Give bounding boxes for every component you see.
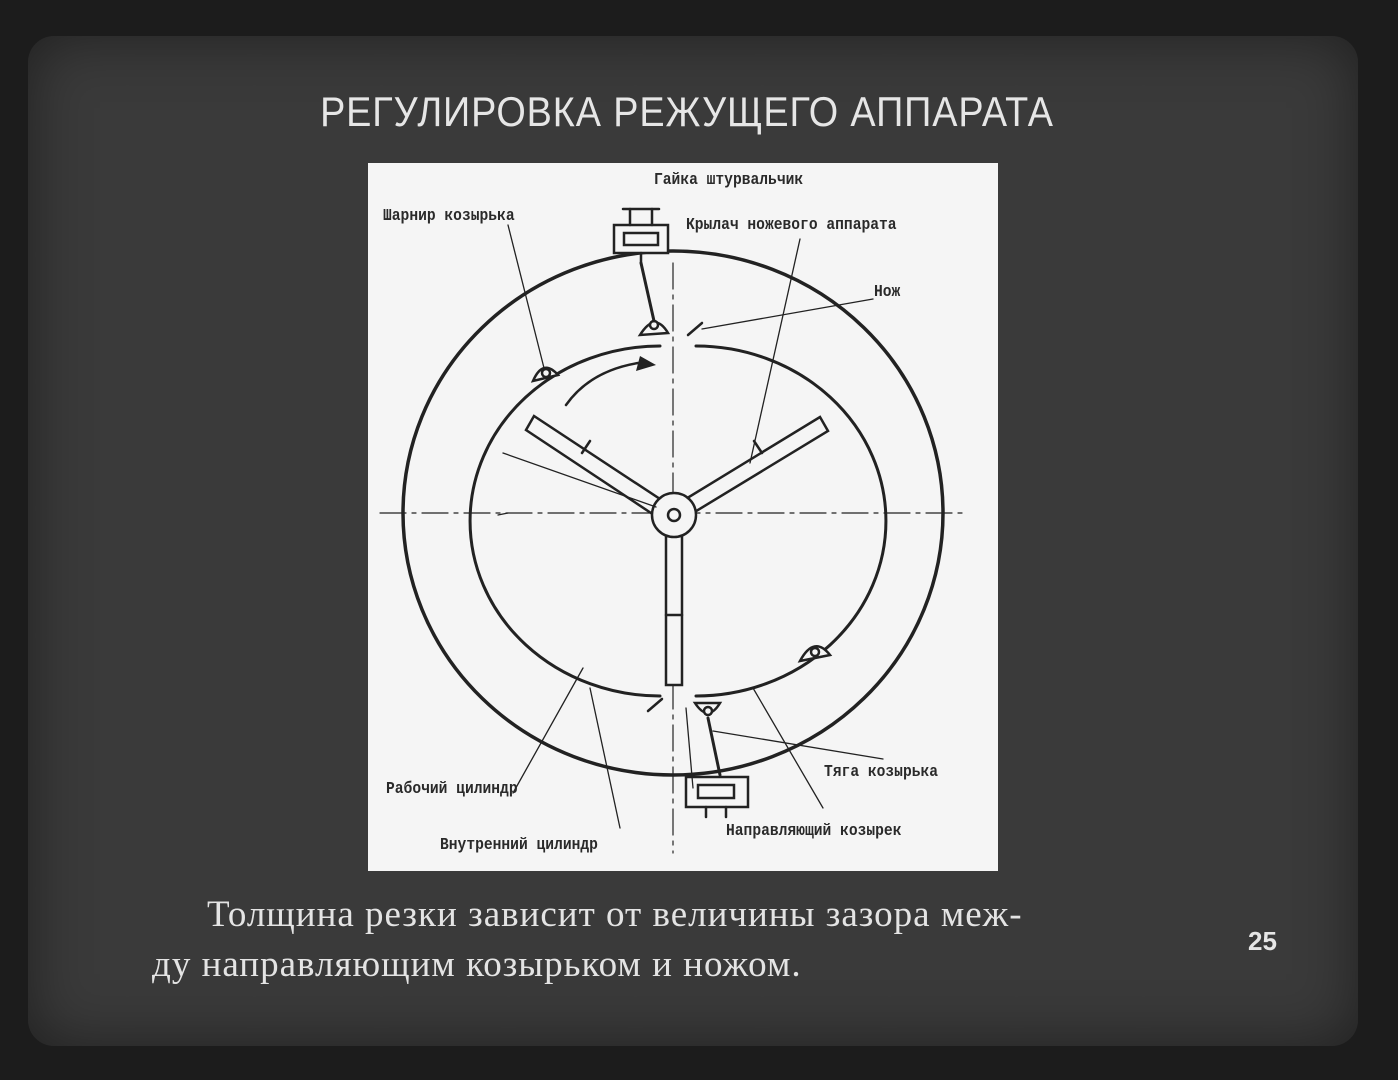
label-working-cylinder: Рабочий цилиндр bbox=[386, 780, 518, 799]
rod-bottom bbox=[708, 718, 720, 775]
caption-line-1: Толщина резки зависит от величины зазора меж- bbox=[207, 894, 1023, 935]
knife-bottom bbox=[648, 699, 662, 711]
impeller-blade-left bbox=[526, 416, 663, 515]
cutting-apparatus-diagram bbox=[368, 163, 998, 871]
slide-title: РЕГУЛИРОВКА РЕЖУЩЕГО АППАРАТА bbox=[320, 88, 1054, 135]
caption-line-2: ду направляющим козырьком и ножом. bbox=[152, 944, 802, 985]
label-inner-cylinder: Внутренний цилиндр bbox=[440, 836, 598, 855]
label-impeller: Крылач ножевого аппарата bbox=[686, 216, 897, 235]
label-hinge: Шарнир козырька bbox=[383, 207, 515, 226]
label-nut: Гайка штурвальчик bbox=[654, 171, 804, 190]
impeller-blade-down bbox=[666, 525, 682, 685]
label-knife: Нож bbox=[874, 283, 901, 302]
rotation-arrow bbox=[566, 363, 638, 405]
impeller-axle bbox=[668, 509, 680, 521]
label-rod: Тяга козырька bbox=[824, 763, 939, 782]
inner-cylinder-outline-left bbox=[470, 346, 660, 696]
impeller-blade-right bbox=[684, 417, 828, 513]
knife-top bbox=[688, 323, 702, 335]
inner-cylinder-outline-right bbox=[696, 346, 886, 696]
rotation-arrowhead bbox=[636, 356, 656, 371]
slide-caption bbox=[152, 890, 1212, 990]
rod-top bbox=[641, 263, 654, 321]
label-guide: Направляющий козырек bbox=[726, 822, 902, 841]
page-number: 25 bbox=[1248, 926, 1277, 956]
